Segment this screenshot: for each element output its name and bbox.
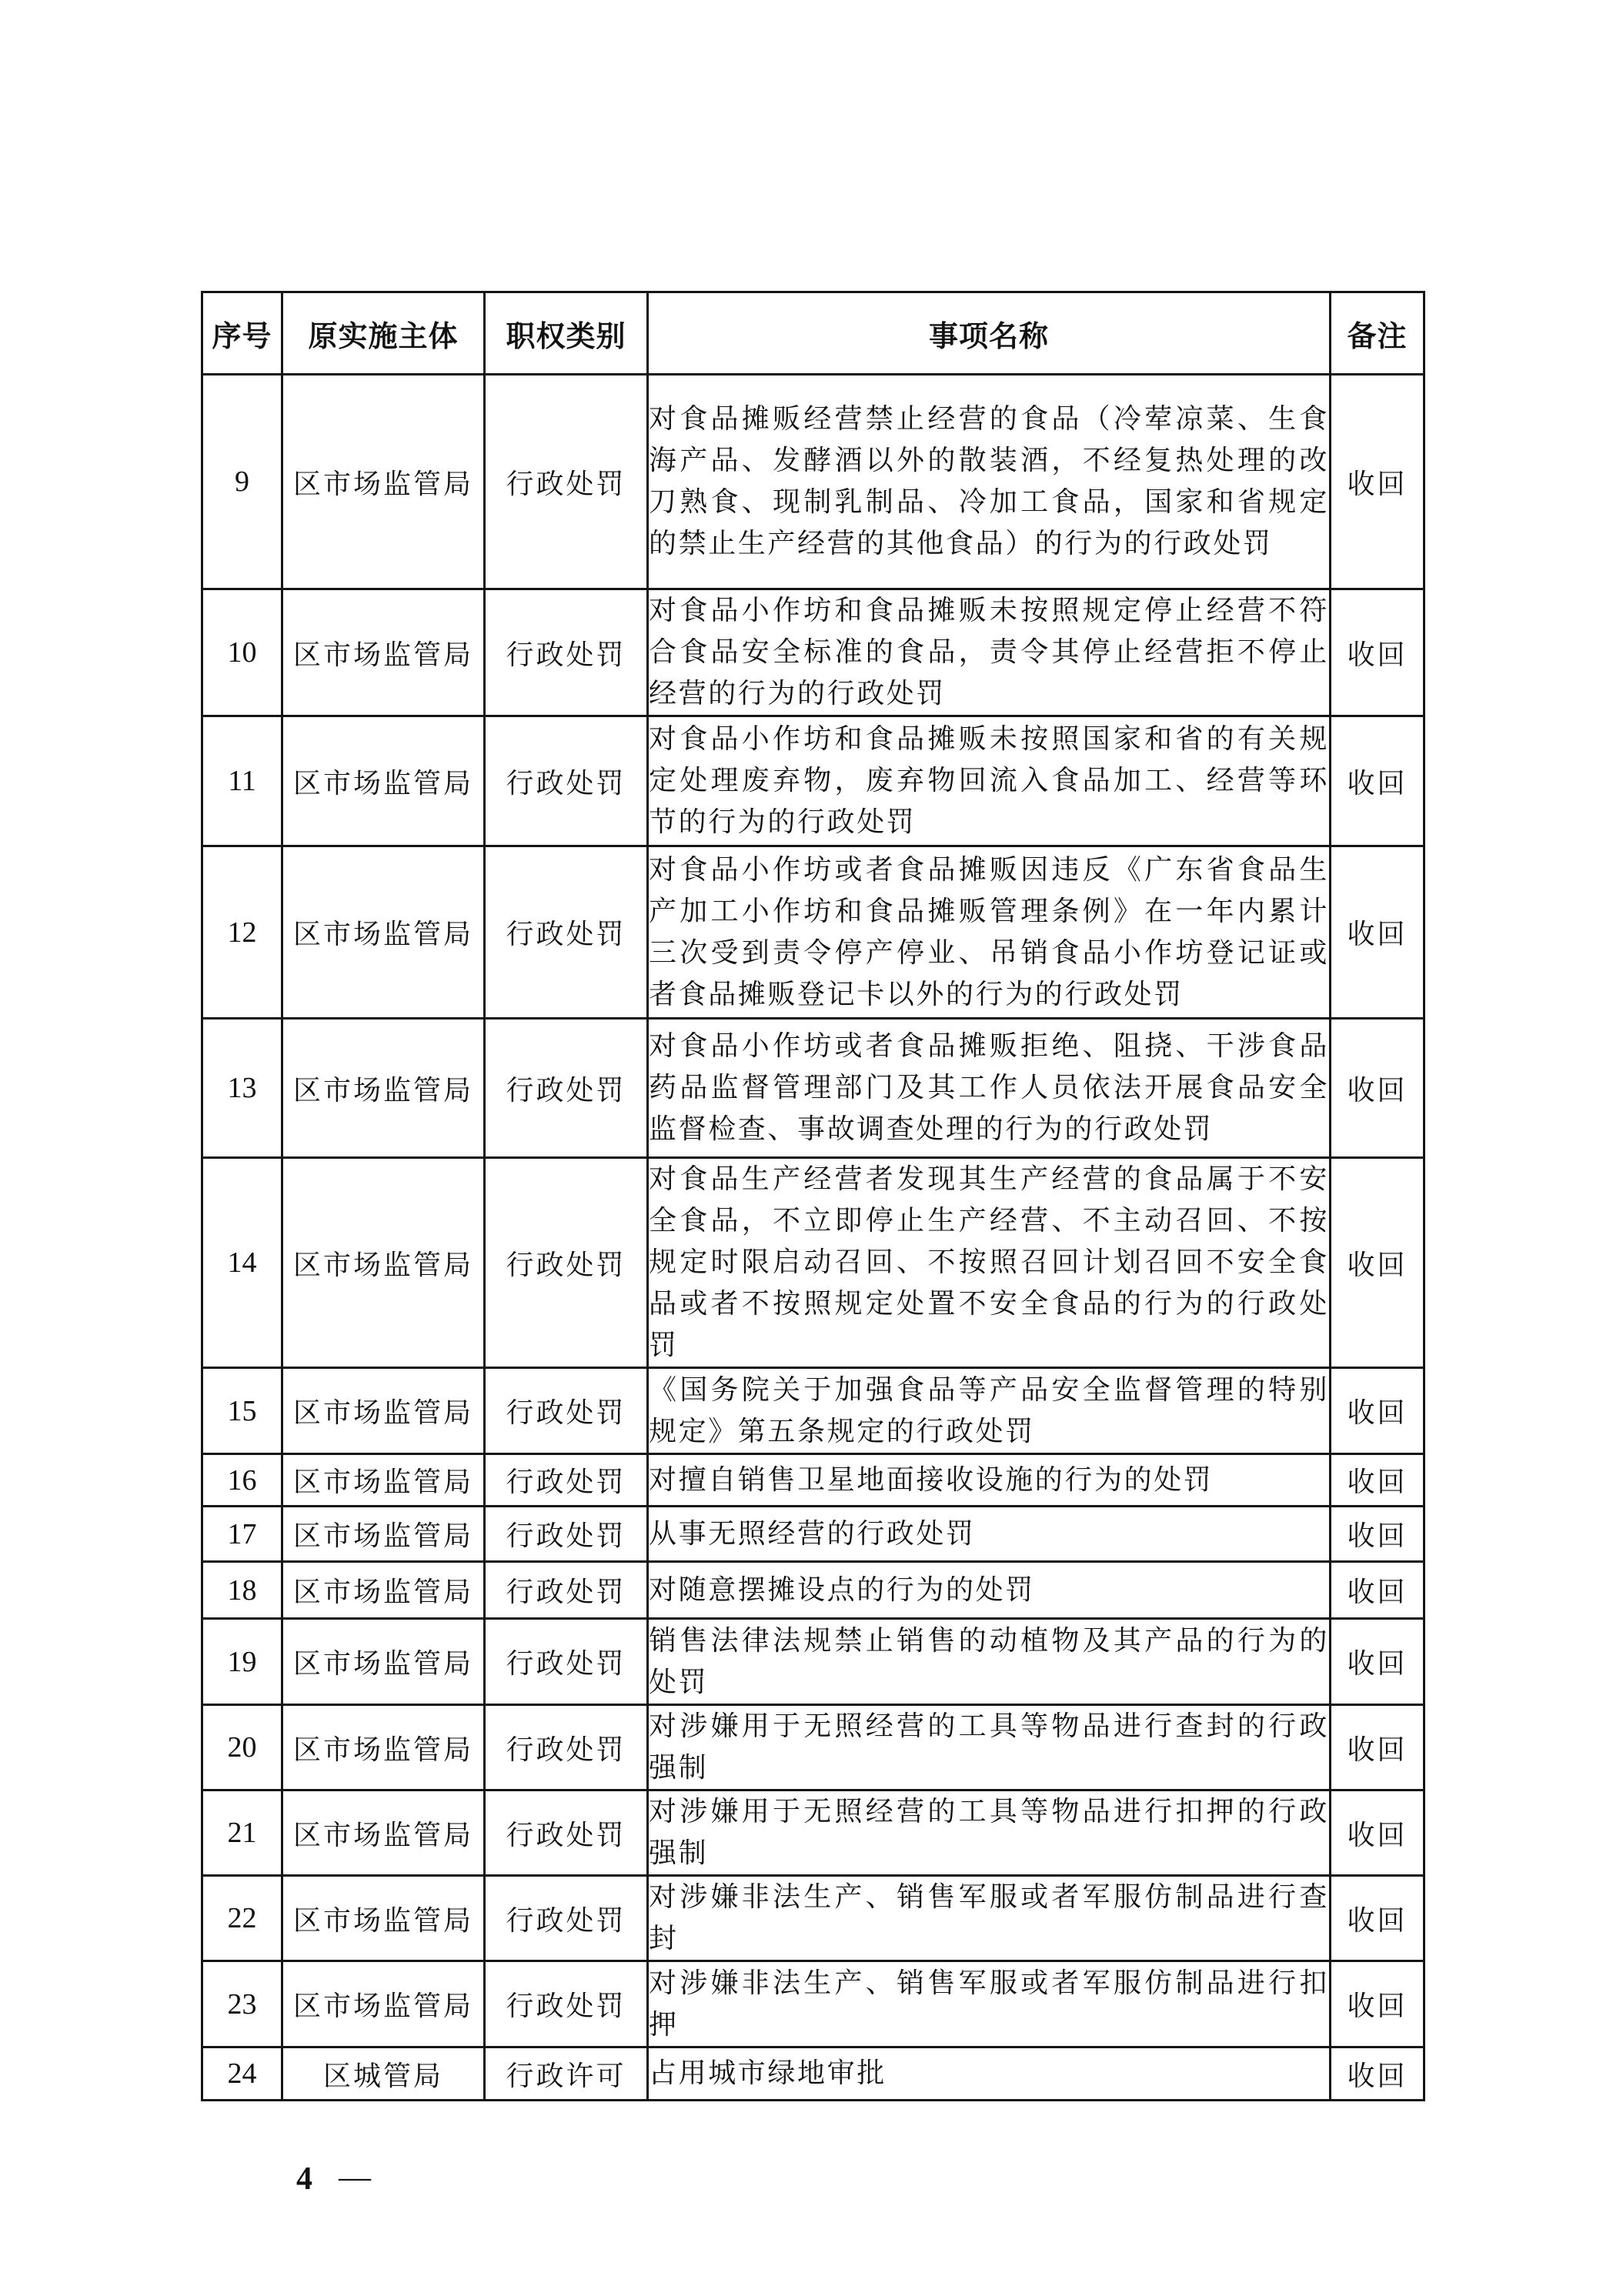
- item-name: 对涉嫌用于无照经营的工具等物品进行扣押的行政强制: [648, 1790, 1331, 1876]
- agency: 区市场监管局: [282, 1790, 485, 1876]
- table-row: [202, 1019, 1424, 1158]
- category: 行政处罚: [485, 1790, 648, 1876]
- note: 收回: [1331, 716, 1424, 846]
- category: 行政处罚: [485, 1158, 648, 1368]
- table-row: [202, 375, 1424, 589]
- table-row: [202, 1368, 1424, 1454]
- note: 收回: [1331, 1019, 1424, 1158]
- table-row: [202, 1876, 1424, 1961]
- agency: 区市场监管局: [282, 1019, 485, 1158]
- serial-number: 18: [202, 1562, 282, 1619]
- table-row: [202, 1507, 1424, 1562]
- category: 行政许可: [485, 2047, 648, 2101]
- agency: 区城管局: [282, 2047, 485, 2101]
- item-name: 《国务院关于加强食品等产品安全监督管理的特别规定》第五条规定的行政处罚: [648, 1368, 1331, 1454]
- table-row: [202, 589, 1424, 716]
- category: 行政处罚: [485, 1019, 648, 1158]
- category: 行政处罚: [485, 1562, 648, 1619]
- category: 行政处罚: [485, 375, 648, 589]
- agency: 区市场监管局: [282, 1454, 485, 1507]
- item-name: 对涉嫌用于无照经营的工具等物品进行查封的行政强制: [648, 1705, 1331, 1790]
- serial-number: 21: [202, 1790, 282, 1876]
- item-name: 对涉嫌非法生产、销售军服或者军服仿制品进行扣押: [648, 1961, 1331, 2047]
- table-row: [202, 1562, 1424, 1619]
- agency: 区市场监管局: [282, 375, 485, 589]
- serial-number: 11: [202, 716, 282, 846]
- item-name: 对食品小作坊和食品摊贩未按照规定停止经营不符合食品安全标准的食品，责令其停止经营拒不停止经营的行为的行政处罚: [648, 589, 1331, 716]
- category: 行政处罚: [485, 589, 648, 716]
- table-row: [202, 1790, 1424, 1876]
- serial-number: 9: [202, 375, 282, 589]
- category: 行政处罚: [485, 846, 648, 1019]
- note: 收回: [1331, 2047, 1424, 2101]
- note: 收回: [1331, 589, 1424, 716]
- note: 收回: [1331, 1454, 1424, 1507]
- serial-number: 13: [202, 1019, 282, 1158]
- note: 收回: [1331, 1705, 1424, 1790]
- agency: 区市场监管局: [282, 1562, 485, 1619]
- category: 行政处罚: [485, 1507, 648, 1562]
- header-serial-number: 序号: [202, 292, 282, 375]
- table-row: [202, 1961, 1424, 2047]
- serial-number: 17: [202, 1507, 282, 1562]
- note: 收回: [1331, 1619, 1424, 1705]
- serial-number: 10: [202, 589, 282, 716]
- item-name: 对食品摊贩经营禁止经营的食品（冷荤凉菜、生食海产品、发酵酒以外的散装酒，不经复热处理的改刀熟食、现制乳制品、冷加工食品，国家和省规定的禁止生产经营的其他食品）的行为的行政处罚: [648, 375, 1331, 589]
- serial-number: 24: [202, 2047, 282, 2101]
- agency: 区市场监管局: [282, 1619, 485, 1705]
- serial-number: 19: [202, 1619, 282, 1705]
- category: 行政处罚: [485, 1454, 648, 1507]
- agency: 区市场监管局: [282, 846, 485, 1019]
- agency: 区市场监管局: [282, 1507, 485, 1562]
- serial-number: 23: [202, 1961, 282, 2047]
- item-name: 销售法律法规禁止销售的动植物及其产品的行为的处罚: [648, 1619, 1331, 1705]
- item-name: 对食品生产经营者发现其生产经营的食品属于不安全食品，不立即停止生产经营、不主动召回、不按规定时限启动召回、不按照召回计划召回不安全食品或者不按照规定处置不安全食品的行为的行政处罚: [648, 1158, 1331, 1368]
- note: 收回: [1331, 1158, 1424, 1368]
- item-name: 对食品小作坊和食品摊贩未按照国家和省的有关规定处理废弃物，废弃物回流入食品加工、经营等环节的行为的行政处罚: [648, 716, 1331, 846]
- note: 收回: [1331, 1368, 1424, 1454]
- table-row: [202, 1619, 1424, 1705]
- serial-number: 22: [202, 1876, 282, 1961]
- note: 收回: [1331, 1961, 1424, 2047]
- note: 收回: [1331, 1876, 1424, 1961]
- serial-number: 14: [202, 1158, 282, 1368]
- table-row: [202, 846, 1424, 1019]
- header-note: 备注: [1331, 292, 1424, 375]
- table-row: [202, 716, 1424, 846]
- category: 行政处罚: [485, 716, 648, 846]
- table-row: [202, 2047, 1424, 2101]
- table-header-row: [202, 292, 1424, 375]
- agency: 区市场监管局: [282, 1158, 485, 1368]
- item-name: 占用城市绿地审批: [648, 2047, 1331, 2101]
- category: 行政处罚: [485, 1876, 648, 1961]
- category: 行政处罚: [485, 1368, 648, 1454]
- serial-number: 16: [202, 1454, 282, 1507]
- header-item-name: 事项名称: [648, 292, 1331, 375]
- agency: 区市场监管局: [282, 716, 485, 846]
- item-name: 对食品小作坊或者食品摊贩因违反《广东省食品生产加工小作坊和食品摊贩管理条例》在一年内累计三次受到责令停产停业、吊销食品小作坊登记证或者食品摊贩登记卡以外的行为的行政处罚: [648, 846, 1331, 1019]
- item-name: 对食品小作坊或者食品摊贩拒绝、阻挠、干涉食品药品监督管理部门及其工作人员依法开展食品安全监督检查、事故调查处理的行为的行政处罚: [648, 1019, 1331, 1158]
- agency: 区市场监管局: [282, 1876, 485, 1961]
- header-category: 职权类别: [485, 292, 648, 375]
- item-name: 对涉嫌非法生产、销售军服或者军服仿制品进行查封: [648, 1876, 1331, 1961]
- note: 收回: [1331, 1507, 1424, 1562]
- page-number-dash: —: [339, 2160, 371, 2195]
- item-name: 对擅自销售卫星地面接收设施的行为的处罚: [648, 1454, 1331, 1507]
- page-number: 4: [296, 2161, 312, 2197]
- serial-number: 15: [202, 1368, 282, 1454]
- category: 行政处罚: [485, 1619, 648, 1705]
- note: 收回: [1331, 1790, 1424, 1876]
- items-table: [201, 291, 1425, 2101]
- table-row: [202, 1158, 1424, 1368]
- agency: 区市场监管局: [282, 589, 485, 716]
- agency: 区市场监管局: [282, 1368, 485, 1454]
- table-row: [202, 1705, 1424, 1790]
- note: 收回: [1331, 375, 1424, 589]
- category: 行政处罚: [485, 1705, 648, 1790]
- agency: 区市场监管局: [282, 1961, 485, 2047]
- header-agency: 原实施主体: [282, 292, 485, 375]
- note: 收回: [1331, 1562, 1424, 1619]
- agency: 区市场监管局: [282, 1705, 485, 1790]
- item-name: 对随意摆摊设点的行为的处罚: [648, 1562, 1331, 1619]
- note: 收回: [1331, 846, 1424, 1019]
- serial-number: 20: [202, 1705, 282, 1790]
- item-name: 从事无照经营的行政处罚: [648, 1507, 1331, 1562]
- serial-number: 12: [202, 846, 282, 1019]
- category: 行政处罚: [485, 1961, 648, 2047]
- table-row: [202, 1454, 1424, 1507]
